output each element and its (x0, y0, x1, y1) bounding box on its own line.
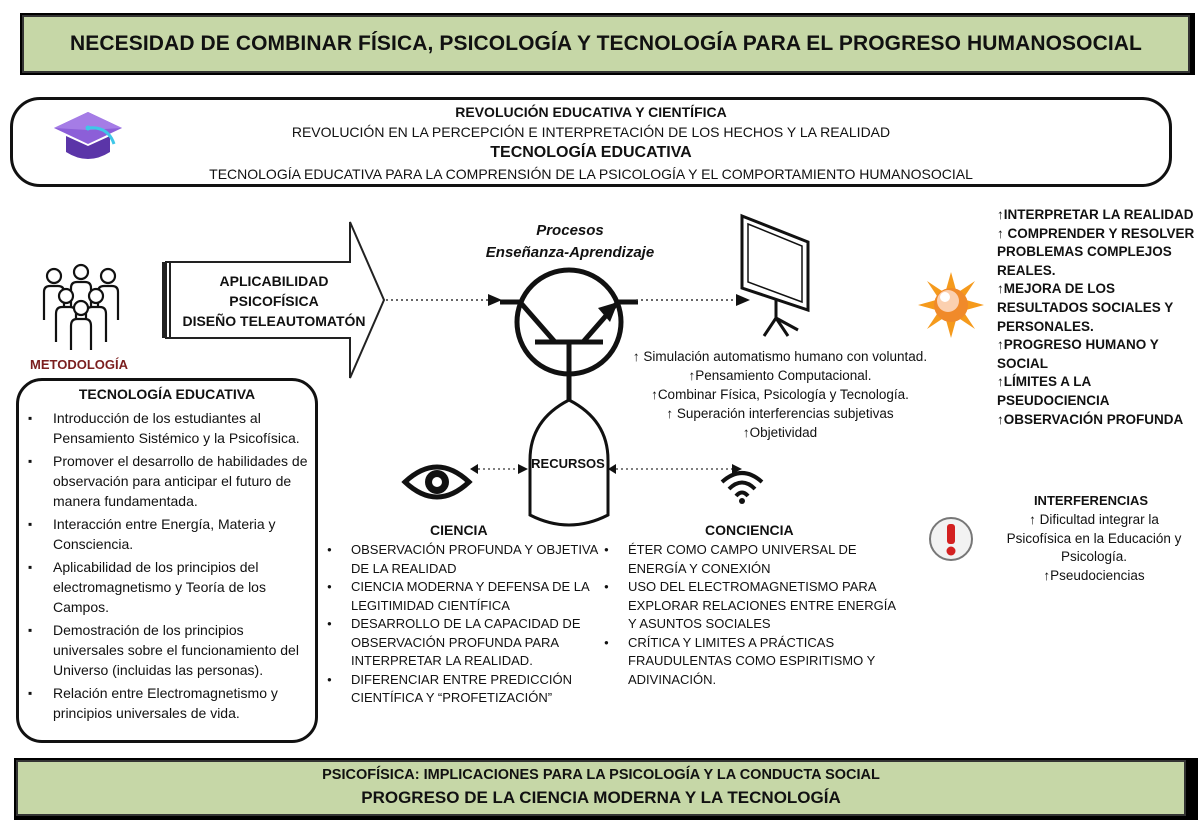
interferencias-item: ↑Pseudociencias (1043, 567, 1145, 583)
metodologia-label: METODOLOGÍA (30, 357, 128, 372)
tecnologia-educativa-list (25, 408, 311, 726)
arrow-line-3: DISEÑO TELEAUTOMATÓN (182, 313, 366, 329)
simulation-item: ↑Combinar Física, Psicología y Tecnología. (651, 387, 909, 402)
people-group-icon (36, 262, 126, 352)
tecnologia-educativa-item: ▪ Aplicabilidad de los principios del electromagnetismo y Teoría de los Campos. (53, 557, 311, 617)
result-item: ↑ COMPRENDER Y RESOLVER PROBLEMAS COMPLEJOS REALES. (997, 225, 1195, 278)
tecnologia-subheading: TECNOLOGÍA EDUCATIVA PARA LA COMPRENSIÓN DE LA PSICOLOGÍA Y EL COMPORTAMIENTO HUMANOSOCIAL (209, 166, 973, 182)
ciencia-item: ● DIFERENCIAR ENTRE PREDICCIÓN CIENTÍFICA Y “PROFETIZACIÓN” (351, 671, 606, 708)
interferencias-item: ↑ Dificultad integrar la Psicofísica en la Educación y Psicología. (1006, 512, 1182, 564)
simulation-list (600, 347, 960, 442)
result-item: ↑PROGRESO HUMANO Y SOCIAL (997, 337, 1159, 371)
bottom-banner-shadow (14, 758, 1198, 820)
tecnologia-educativa-box (16, 378, 318, 743)
tecnologia-educativa-item: ▪ Relación entre Electromagnetismo y principios universales de vida. (53, 683, 311, 723)
bottom-line-2: PROGRESO DE LA CIENCIA MODERNA Y LA TECNOLOGÍA (361, 788, 841, 807)
revolution-box (10, 97, 1172, 187)
conciencia-title: CONCIENCIA (705, 522, 794, 538)
procesos-line-1: Procesos (536, 222, 604, 239)
tecnologia-heading: TECNOLOGÍA EDUCATIVA (490, 144, 692, 161)
ciencia-item: ● DESARROLLO DE LA CAPACIDAD DE OBSERVACIÓN PROFUNDA PARA INTERPRETAR LA REALIDAD. (351, 615, 606, 671)
eye-icon (402, 460, 472, 504)
simulation-item: ↑Pensamiento Computacional. (688, 368, 872, 383)
wifi-icon (720, 470, 764, 504)
tecnologia-educativa-title: TECNOLOGÍA EDUCATIVA (78, 386, 256, 402)
tecnologia-educativa-item: ▪ Interacción entre Energía, Materia y Consciencia. (53, 514, 311, 554)
ciencia-item: ● CIENCIA MODERNA Y DEFENSA DE LA LEGITIMIDAD CIENTÍFICA (351, 578, 606, 615)
result-item: ↑OBSERVACIÓN PROFUNDA (997, 411, 1184, 427)
sun-icon (918, 272, 984, 338)
dotted-arrow-eye (470, 463, 528, 475)
revolution-subheading: REVOLUCIÓN EN LA PERCEPCIÓN E INTERPRETACIÓN DE LOS HECHOS Y LA REALIDAD (291, 124, 891, 140)
conciencia-item: ● CRÍTICA Y LIMITES A PRÁCTICAS FRAUDULENTAS COMO ESPIRITISMO Y ADIVINACIÓN. (628, 634, 900, 690)
ciencia-title: CIENCIA (430, 522, 488, 538)
simulation-item: ↑ Superación interferencias subjetivas (666, 406, 894, 421)
tecnologia-educativa-item: ▪ Promover el desarrollo de habilidades de observación para anticipar el futuro de manera fundamentada. (53, 451, 311, 511)
graduation-cap-icon (52, 108, 124, 172)
ciencia-item: ● OBSERVACIÓN PROFUNDA Y OBJETIVA DE LA REALIDAD (351, 541, 606, 578)
procesos-line-2: Enseñanza-Aprendizaje (485, 244, 655, 261)
warning-icon (928, 516, 974, 562)
revolution-heading: REVOLUCIÓN EDUCATIVA Y CIENTÍFICA (455, 104, 727, 120)
dotted-arrow-to-transistor (386, 292, 506, 308)
ciencia-list (351, 541, 606, 708)
tecnologia-educativa-item: ▪ Introducción de los estudiantes al Pensamiento Sistémico y la Psicofísica. (53, 408, 311, 448)
results-list (997, 206, 1197, 429)
arrow-label (178, 271, 370, 331)
title-banner-shadow (20, 13, 1195, 75)
simulation-item: ↑Objetividad (742, 425, 818, 440)
interferencias-list (1000, 511, 1188, 585)
simulation-item: ↑ Simulación automatismo humano con voluntad. (632, 349, 928, 364)
page-title: NECESIDAD DE COMBINAR FÍSICA, PSICOLOGÍA Y TECNOLOGÍA PARA EL PROGRESO HUMANOSOCIAL (22, 15, 1190, 73)
bottom-line-1: PSICOFÍSICA: IMPLICACIONES PARA LA PSICOLOGÍA Y LA CONDUCTA SOCIAL (322, 767, 880, 783)
arrow-line-1: APLICABILIDAD (219, 273, 329, 289)
projector-screen-icon (738, 214, 812, 338)
bottom-banner (16, 760, 1186, 816)
result-item: ↑MEJORA DE LOS RESULTADOS SOCIALES Y PERSONALES. (997, 281, 1174, 334)
arrow-line-2: PSICOFÍSICA (229, 293, 319, 309)
tecnologia-educativa-item: ▪ Demostración de los principios universales sobre el funcionamiento del Universo (incluidas las personas). (53, 620, 311, 680)
result-item: ↑LÍMITES A LA PSEUDOCIENCIA (997, 374, 1110, 408)
conciencia-item: ● USO DEL ELECTROMAGNETISMO PARA EXPLORAR RELACIONES ENTRE ENERGÍA Y ASUNTOS SOCIALES (628, 578, 900, 634)
conciencia-list (628, 541, 900, 689)
conciencia-item: ● ÉTER COMO CAMPO UNIVERSAL DE ENERGÍA Y CONEXIÓN (628, 541, 900, 578)
interferencias-title: INTERFERENCIAS (1033, 493, 1149, 508)
result-item: ↑INTERPRETAR LA REALIDAD (997, 207, 1194, 222)
procesos-label (470, 220, 670, 264)
recursos-label: RECURSOS (531, 456, 605, 471)
